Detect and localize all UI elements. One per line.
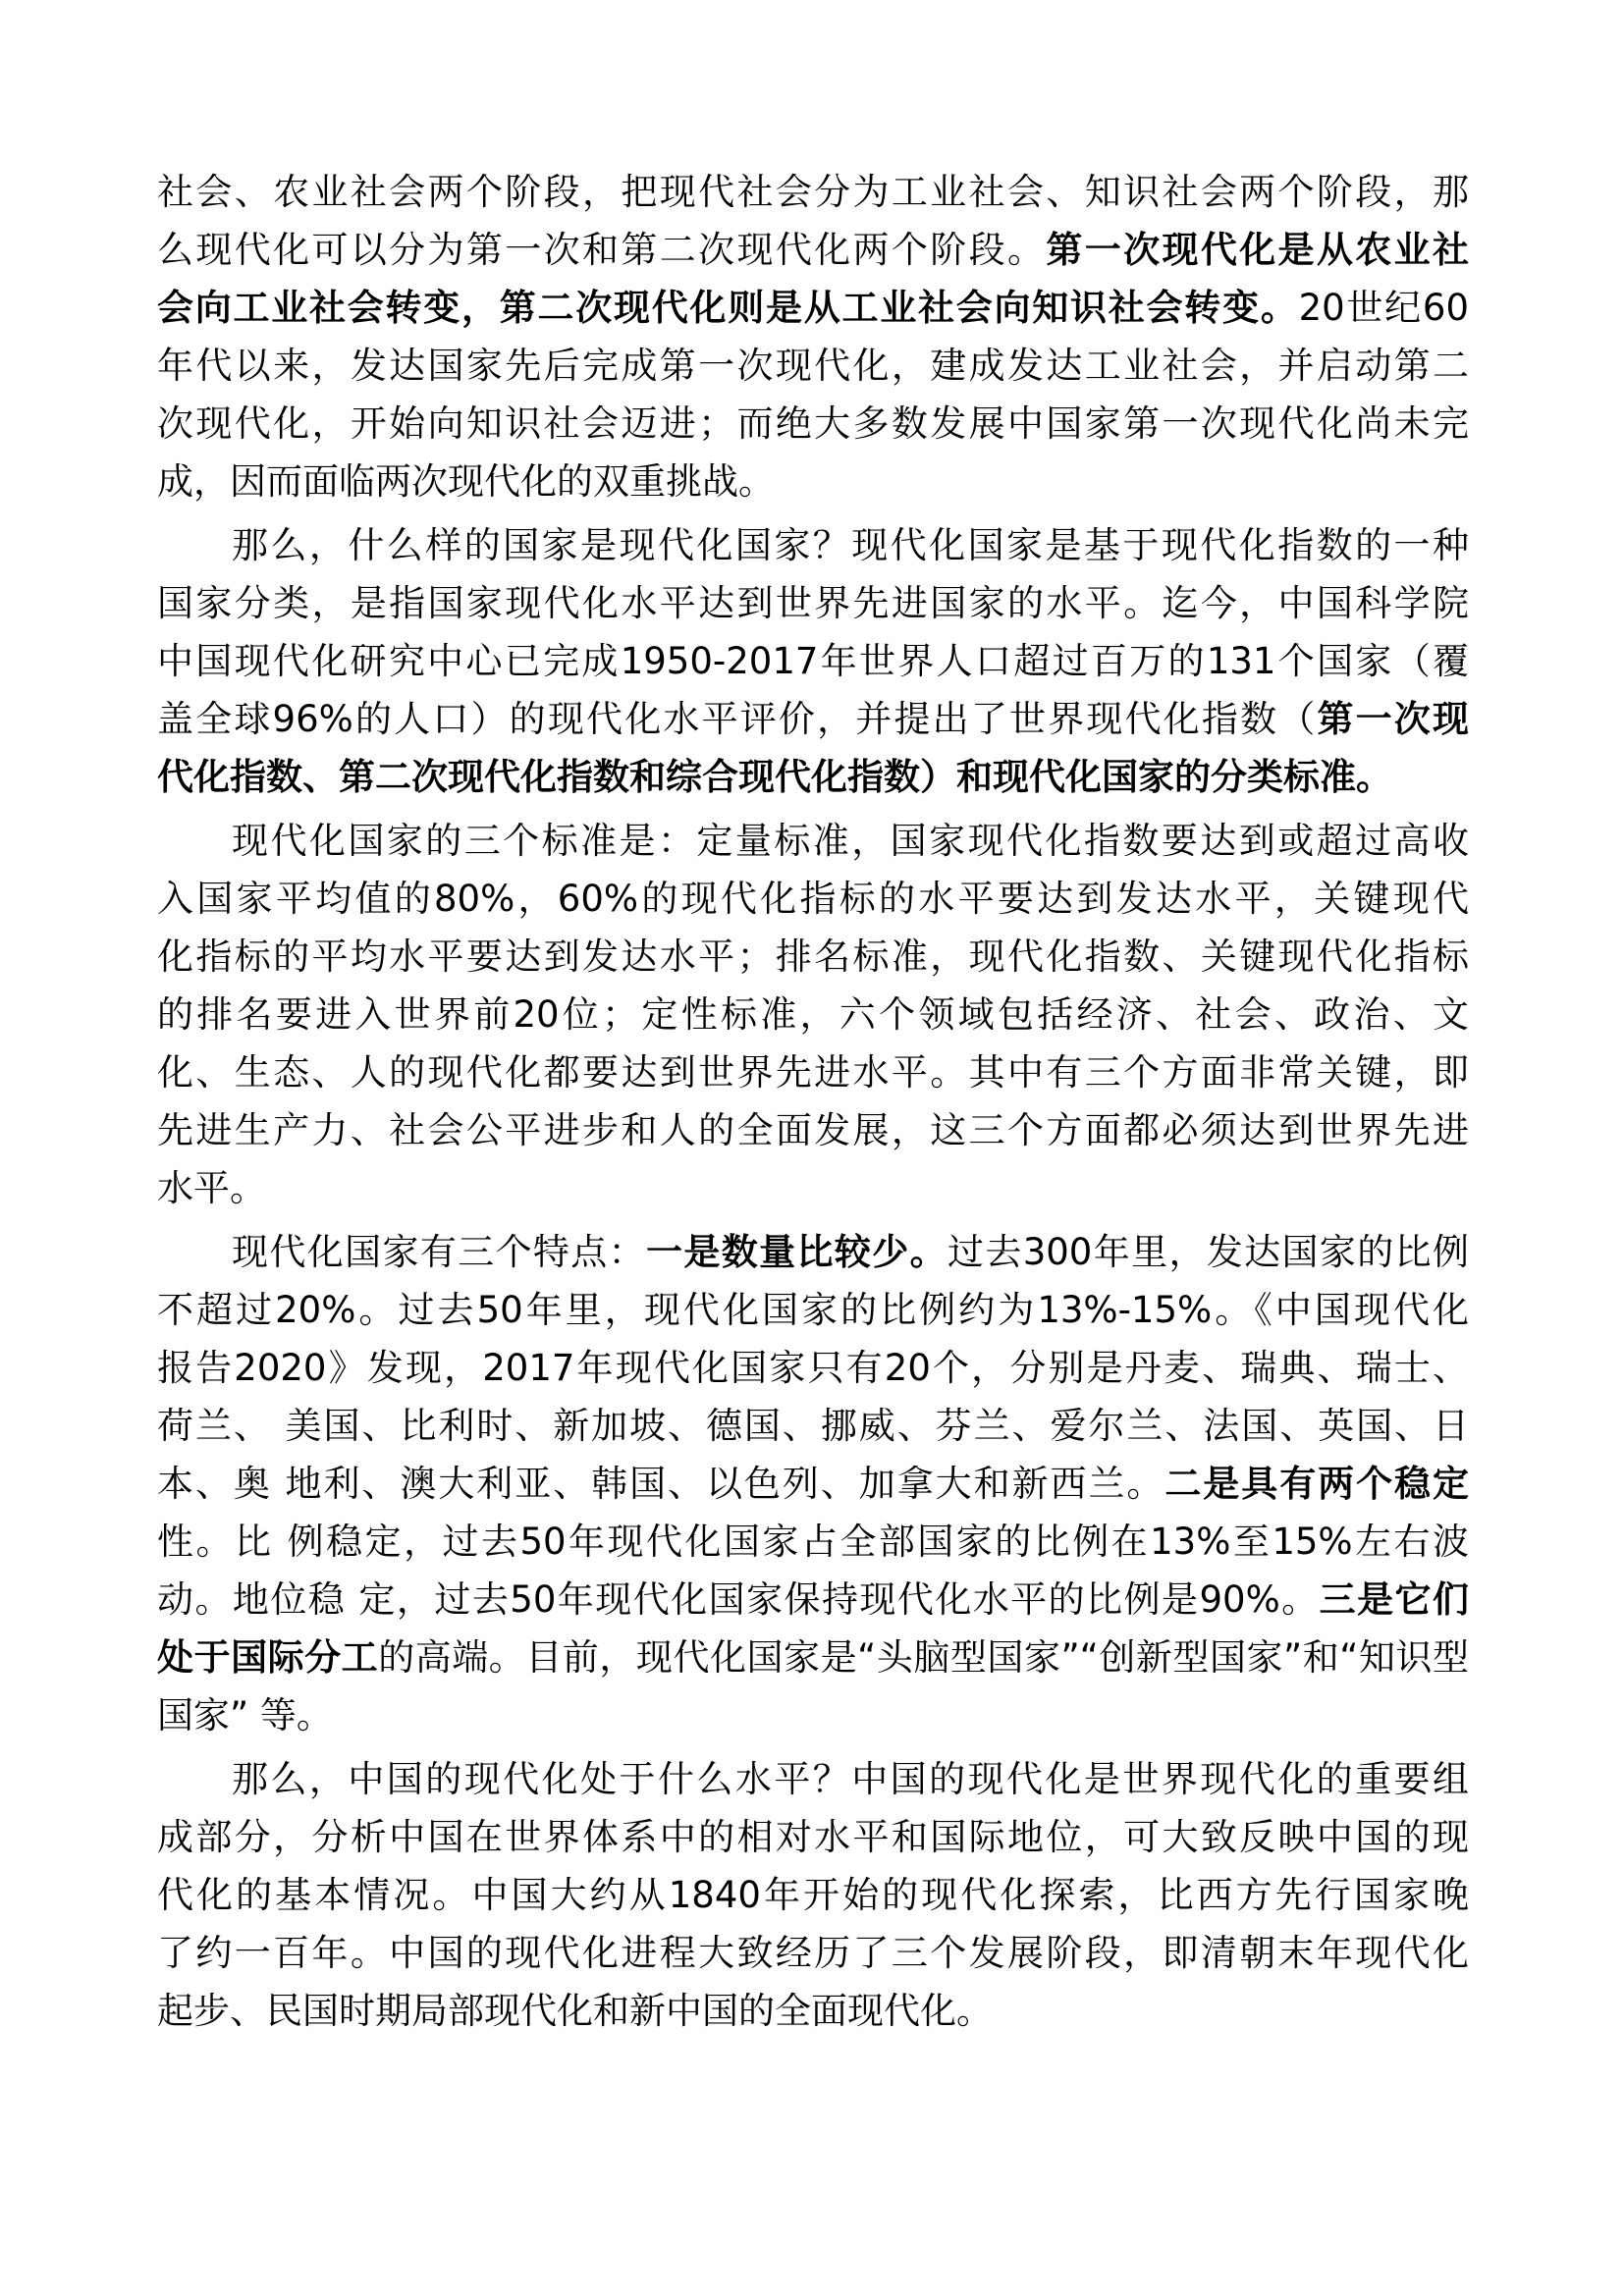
text-segment: 过去300年里，发达国家的比例 (947, 1231, 1470, 1273)
text-segment: 社会、农业社会两个阶段，把现代社会分为工业社会、知识社会两个阶段，那 (157, 171, 1469, 213)
bold-text: 处于国际分工 (157, 1636, 379, 1679)
text-line (157, 1455, 1469, 1513)
text-line (157, 1982, 1469, 2040)
text-line (157, 1159, 1469, 1217)
text-line (157, 395, 1469, 453)
text-line (157, 1686, 1469, 1744)
text-line (157, 279, 1469, 337)
text-segment: 水平。 (157, 1167, 266, 1209)
text-line (157, 986, 1469, 1043)
text-segment: 成部分，分析中国在世界体系中的相对水平和国际地位，可大致反映中国的现 (157, 1816, 1469, 1858)
text-line (157, 1808, 1469, 1866)
text-line (157, 1513, 1469, 1571)
text-line (157, 690, 1469, 748)
text-segment: 国家” 等。 (157, 1694, 333, 1736)
text-segment: 现代化国家有三个特点： (232, 1231, 647, 1273)
text-segment: 成，因而面临两次现代化的双重挑战。 (157, 460, 775, 503)
paragraph (157, 1223, 1469, 1744)
text-line (157, 870, 1469, 928)
text-line (157, 337, 1469, 395)
text-line (157, 748, 1469, 806)
text-line (157, 1750, 1469, 1808)
text-segment: 入国家平均值的80%，60%的现代化指标的水平要达到发达水平，关键现代 (157, 878, 1469, 920)
text-segment: 20世纪60 (1298, 287, 1469, 329)
text-segment: 本、奥 地利、澳大利亚、韩国、以色列、加拿大和新西兰。 (157, 1463, 1165, 1505)
bold-text: 三是它们 (1319, 1578, 1469, 1621)
text-line (157, 1043, 1469, 1101)
bold-text: 会向工业社会转变，第二次现代化则是从工业社会向知识社会转变。 (157, 287, 1299, 329)
text-segment: 先进生产力、社会公平进步和人的全面发展，这三个方面都必须达到世界先进 (157, 1109, 1469, 1151)
text-line (157, 1397, 1469, 1455)
paragraph (157, 163, 1469, 510)
text-line (157, 812, 1469, 870)
paragraph (157, 812, 1469, 1217)
text-segment: 化、生态、人的现代化都要达到世界先进水平。其中有三个方面非常关键，即 (157, 1051, 1469, 1094)
text-segment: 国家分类，是指国家现代化水平达到世界先进国家的水平。迄今，中国科学院 (157, 582, 1469, 624)
text-segment: 不超过20%。过去50年里，现代化国家的比例约为13%-15%。《中国现代化 (157, 1289, 1469, 1331)
text-line (157, 1339, 1469, 1397)
text-segment: 盖全球96%的人口）的现代化水平评价，并提出了世界现代化指数（ (157, 698, 1318, 740)
text-line (157, 1223, 1469, 1281)
text-segment: 中国现代化研究中心已完成1950-2017年世界人口超过百万的131个国家（覆 (157, 640, 1469, 682)
text-segment: 那么，中国的现代化处于什么水平？中国的现代化是世界现代化的重要组 (232, 1758, 1469, 1800)
bold-text: 一是数量比较少。 (646, 1231, 947, 1273)
text-segment: 了约一百年。中国的现代化进程大致经历了三个发展阶段，即清朝末年现代化 (157, 1932, 1469, 1974)
paragraph (157, 516, 1469, 806)
text-segment: 性。比 例稳定，过去50年现代化国家占全部国家的比例在13%至15%左右波 (157, 1521, 1469, 1563)
text-segment: 的排名要进入世界前20位；定性标准，六个领域包括经济、社会、政治、文 (157, 993, 1469, 1036)
bold-text: 第一次现 (1317, 698, 1469, 740)
text-line (157, 221, 1469, 279)
text-segment: 化指标的平均水平要达到发达水平；排名标准，现代化指数、关键现代化指标 (157, 935, 1469, 978)
text-line (157, 928, 1469, 986)
text-segment: 报告2020》发现，2017年现代化国家只有20个，分别是丹麦、瑞典、瑞士、 (157, 1347, 1469, 1389)
text-segment: 荷兰、 美国、比利时、新加坡、德国、挪威、芬兰、爱尔兰、法国、英国、日 (157, 1405, 1469, 1447)
text-segment: 次现代化，开始向知识社会迈进；而绝大多数发展中国家第一次现代化尚未完 (157, 402, 1469, 445)
text-line (157, 1866, 1469, 1924)
text-line (157, 1101, 1469, 1159)
text-line (157, 1629, 1469, 1686)
bold-text: 第一次现代化是从农业社 (1046, 229, 1470, 271)
text-segment: 年代以来，发达国家先后完成第一次现代化，建成发达工业社会，并启动第二 (157, 345, 1469, 387)
text-segment: 的高端。目前，现代化国家是“头脑型国家”“创新型国家”和“知识型 (378, 1636, 1470, 1679)
text-line (157, 632, 1469, 690)
text-line (157, 574, 1469, 632)
text-segment: 那么，什么样的国家是现代化国家？现代化国家是基于现代化指数的一种 (232, 524, 1469, 566)
text-line (157, 453, 1469, 510)
text-line (157, 1281, 1469, 1339)
text-line (157, 1571, 1469, 1629)
text-segment: 动。地位稳 定，过去50年现代化国家保持现代化水平的比例是90%。 (157, 1578, 1320, 1621)
text-segment: 代化的基本情况。中国大约从1840年开始的现代化探索，比西方先行国家晚 (157, 1874, 1469, 1916)
document-body (157, 163, 1469, 2046)
bold-text: 代化指数、第二次现代化指数和综合现代化指数）和现代化国家的分类标准。 (157, 756, 1392, 798)
bold-text: 二是具有两个稳定 (1164, 1463, 1469, 1505)
text-line (157, 163, 1469, 221)
text-segment: 么现代化可以分为第一次和第二次现代化两个阶段。 (157, 229, 1047, 271)
text-segment: 起步、民国时期局部现代化和新中国的全面现代化。 (157, 1990, 993, 2032)
text-segment: 现代化国家的三个标准是：定量标准，国家现代化指数要达到或超过高收 (232, 820, 1469, 862)
text-line (157, 516, 1469, 574)
text-line (157, 1924, 1469, 1982)
paragraph (157, 1750, 1469, 2040)
